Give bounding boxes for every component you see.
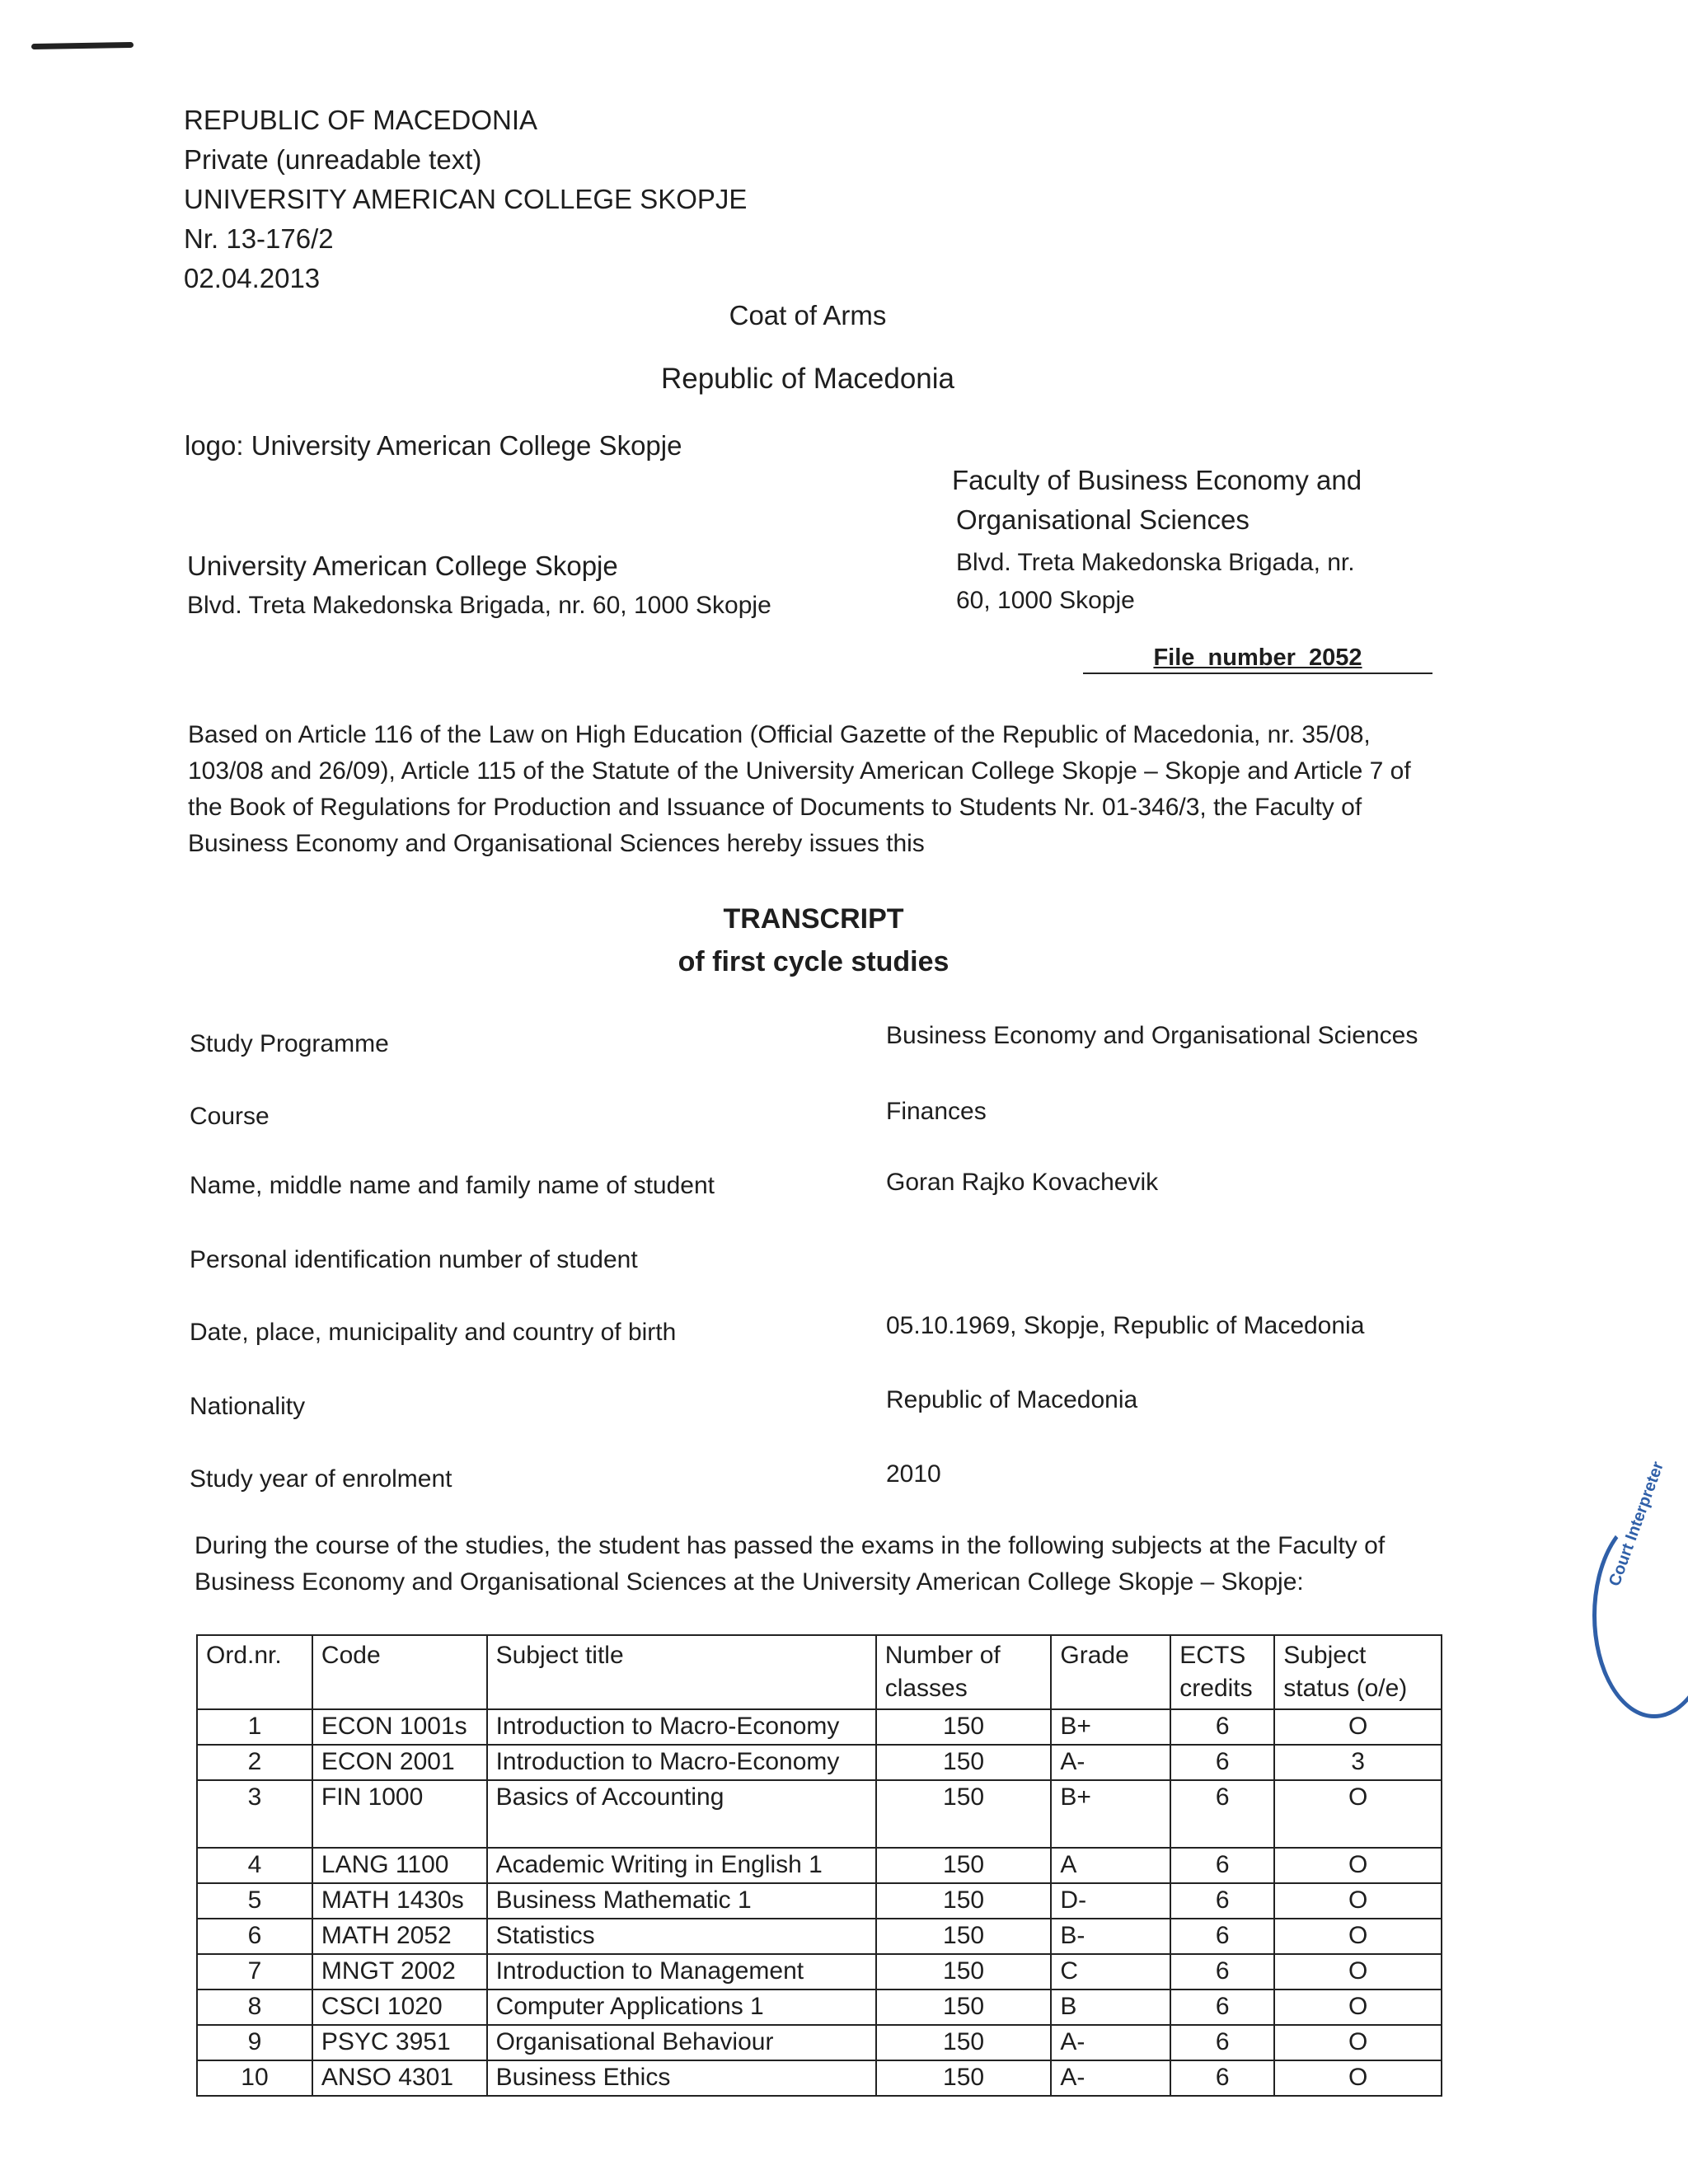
table-row — [197, 1780, 1442, 1848]
cell-grade: A- — [1051, 1745, 1170, 1780]
cell-subject: Introduction to Macro-Economy — [487, 1709, 876, 1745]
cell-status: O — [1274, 1848, 1442, 1883]
table-row — [197, 1954, 1442, 1990]
cell-subject: Basics of Accounting — [487, 1780, 876, 1848]
cell-code: PSYC 3951 — [312, 2025, 487, 2060]
header-ects-line1: ECTS — [1179, 1642, 1246, 1669]
field-label-birth: Date, place, municipality and country of birth — [190, 1319, 677, 1346]
cell-status: O — [1274, 1709, 1442, 1745]
cell-code: FIN 1000 — [312, 1780, 487, 1848]
cell-grade: B- — [1051, 1919, 1170, 1954]
cell-code: ECON 1001s — [312, 1709, 487, 1745]
cell-subject: Organisational Behaviour — [487, 2025, 876, 2060]
field-value-study-programme: Business Economy and Organisational Sciences — [886, 1022, 1418, 1049]
cell-subject: Computer Applications 1 — [487, 1990, 876, 2025]
cell-ects: 6 — [1170, 1709, 1274, 1745]
cell-ects: 6 — [1170, 1745, 1274, 1780]
header-classes-line1: Number of — [884, 1642, 1001, 1669]
cell-grade: A- — [1051, 2025, 1170, 2060]
cell-classes: 150 — [876, 1954, 1052, 1990]
cell-subject: Statistics — [487, 1919, 876, 1954]
field-value-student-name: Goran Rajko Kovachevik — [886, 1169, 1159, 1196]
cell-ord: 10 — [197, 2060, 312, 2096]
cell-ord: 1 — [197, 1709, 312, 1745]
header-line-country: REPUBLIC OF MACEDONIA — [184, 105, 538, 135]
table-header-row — [197, 1635, 1442, 1709]
cell-status: 3 — [1274, 1745, 1442, 1780]
cell-grade: C — [1051, 1954, 1170, 1990]
court-interpreter-stamp — [1592, 1512, 1688, 1718]
cell-ord: 6 — [197, 1919, 312, 1954]
header-status — [1274, 1635, 1442, 1709]
header-subject: Subject title — [487, 1635, 876, 1709]
header-ects — [1170, 1635, 1274, 1709]
cell-code: ANSO 4301 — [312, 2060, 487, 2096]
table-row — [197, 1883, 1442, 1919]
header-classes — [876, 1635, 1052, 1709]
header-classes-line2: classes — [884, 1675, 968, 1702]
header-status-line1: Subject — [1283, 1642, 1367, 1669]
cell-grade: A — [1051, 1848, 1170, 1883]
cell-ord: 9 — [197, 2025, 312, 2060]
header-line-university: UNIVERSITY AMERICAN COLLEGE SKOPJE — [184, 184, 748, 214]
cell-ects: 6 — [1170, 2060, 1274, 2096]
cell-ects: 6 — [1170, 1883, 1274, 1919]
table-row — [197, 1990, 1442, 2025]
header-status-line2: status (o/e) — [1283, 1675, 1408, 1702]
table-row — [197, 1709, 1442, 1745]
cell-status: O — [1274, 1954, 1442, 1990]
cell-classes: 150 — [876, 1780, 1052, 1848]
cell-code: CSCI 1020 — [312, 1990, 487, 2025]
scan-mark — [31, 42, 134, 49]
cell-status: O — [1274, 1883, 1442, 1919]
header-ects-line2: credits — [1179, 1675, 1253, 1702]
cell-ects: 6 — [1170, 1954, 1274, 1990]
field-value-nationality: Republic of Macedonia — [886, 1386, 1138, 1413]
cell-ects: 6 — [1170, 1919, 1274, 1954]
country-heading: Republic of Macedonia — [660, 363, 955, 395]
cell-subject: Introduction to Macro-Economy — [487, 1745, 876, 1780]
table-row — [197, 1919, 1442, 1954]
table-row — [197, 2025, 1442, 2060]
header-code: Code — [312, 1635, 487, 1709]
cell-status: O — [1274, 1919, 1442, 1954]
cell-subject: Business Mathematic 1 — [487, 1883, 876, 1919]
cell-ord: 3 — [197, 1780, 312, 1848]
cell-status: O — [1274, 1780, 1442, 1848]
cell-code: MATH 2052 — [312, 1919, 487, 1954]
cell-grade: B — [1051, 1990, 1170, 2025]
header-grade: Grade — [1051, 1635, 1170, 1709]
faculty-line-3: Blvd. Treta Makedonska Brigada, nr. — [956, 549, 1355, 576]
cell-ects: 6 — [1170, 1990, 1274, 2025]
field-label-study-programme: Study Programme — [190, 1030, 389, 1057]
header-line-number: Nr. 13-176/2 — [184, 223, 334, 254]
intro-paragraph: Based on Article 116 of the Law on High Education (Official Gazette of the Republic of Macedonia, nr. 35/08, 103/08 and 26/09), Article 115 of the Statute of the University American College Skopje – Skopje and Article 7 of the Book of Regulations for Production and Issuance of Documents to Students Nr. 01-346/3, the Faculty of Business Economy and Organisational Sciences hereby issues this — [188, 721, 1411, 857]
cell-grade: D- — [1051, 1883, 1170, 1919]
cell-ord: 2 — [197, 1745, 312, 1780]
header-line-date: 02.04.2013 — [184, 263, 321, 293]
field-label-personal-id: Personal identification number of student — [190, 1246, 638, 1273]
cell-ects: 6 — [1170, 2025, 1274, 2060]
cell-classes: 150 — [876, 2025, 1052, 2060]
table-row — [197, 1848, 1442, 1883]
cell-classes: 150 — [876, 1709, 1052, 1745]
exams-paragraph: During the course of the studies, the student has passed the exams in the following subjects at the Faculty of Business Economy and Organisational Sciences at the University American College Skopje – Skopje: — [195, 1532, 1386, 1596]
field-label-student-name: Name, middle name and family name of student — [190, 1172, 715, 1199]
field-value-birth: 05.10.1969, Skopje, Republic of Macedonia — [886, 1312, 1365, 1339]
faculty-line-2: Organisational Sciences — [956, 504, 1250, 535]
logo-note: logo: University American College Skopje — [185, 430, 682, 461]
cell-classes: 150 — [876, 2060, 1052, 2096]
file-number: File_number_2052 — [1083, 643, 1432, 674]
cell-classes: 150 — [876, 1919, 1052, 1954]
cell-classes: 150 — [876, 1990, 1052, 2025]
cell-ord: 4 — [197, 1848, 312, 1883]
university-address: Blvd. Treta Makedonska Brigada, nr. 60, 1000 Skopje — [187, 592, 771, 619]
transcript-title: TRANSCRIPT — [723, 903, 904, 935]
cell-ects: 6 — [1170, 1780, 1274, 1848]
cell-subject: Introduction to Management — [487, 1954, 876, 1990]
cell-status: O — [1274, 1990, 1442, 2025]
university-name: University American College Skopje — [187, 551, 618, 581]
field-value-course: Finances — [886, 1098, 987, 1125]
cell-ord: 7 — [197, 1954, 312, 1990]
transcript-subtitle: of first cycle studies — [678, 946, 950, 977]
cell-subject: Business Ethics — [487, 2060, 876, 2096]
cell-ects: 6 — [1170, 1848, 1274, 1883]
table-row — [197, 1745, 1442, 1780]
cell-code: LANG 1100 — [312, 1848, 487, 1883]
cell-code: ECON 2001 — [312, 1745, 487, 1780]
cell-classes: 150 — [876, 1848, 1052, 1883]
field-label-course: Course — [190, 1103, 270, 1130]
cell-code: MNGT 2002 — [312, 1954, 487, 1990]
cell-classes: 150 — [876, 1745, 1052, 1780]
table-row — [197, 2060, 1442, 2096]
grades-table — [196, 1634, 1442, 2097]
stamp-text: Court Interpreter — [1606, 1459, 1668, 1589]
cell-grade: A- — [1051, 2060, 1170, 2096]
coat-of-arms-note: Coat of Arms — [729, 300, 887, 330]
cell-status: O — [1274, 2060, 1442, 2096]
cell-classes: 150 — [876, 1883, 1052, 1919]
header-line-private: Private (unreadable text) — [184, 144, 482, 175]
cell-code: MATH 1430s — [312, 1883, 487, 1919]
faculty-line-1: Faculty of Business Economy and — [952, 465, 1362, 495]
cell-ord: 8 — [197, 1990, 312, 2025]
field-label-nationality: Nationality — [190, 1393, 306, 1420]
field-label-enrolment-year: Study year of enrolment — [190, 1465, 452, 1493]
faculty-line-4: 60, 1000 Skopje — [956, 587, 1135, 614]
header-ord: Ord.nr. — [197, 1635, 312, 1709]
cell-subject: Academic Writing in English 1 — [487, 1848, 876, 1883]
cell-grade: B+ — [1051, 1709, 1170, 1745]
cell-ord: 5 — [197, 1883, 312, 1919]
cell-grade: B+ — [1051, 1780, 1170, 1848]
field-value-enrolment-year: 2010 — [886, 1460, 941, 1488]
cell-status: O — [1274, 2025, 1442, 2060]
